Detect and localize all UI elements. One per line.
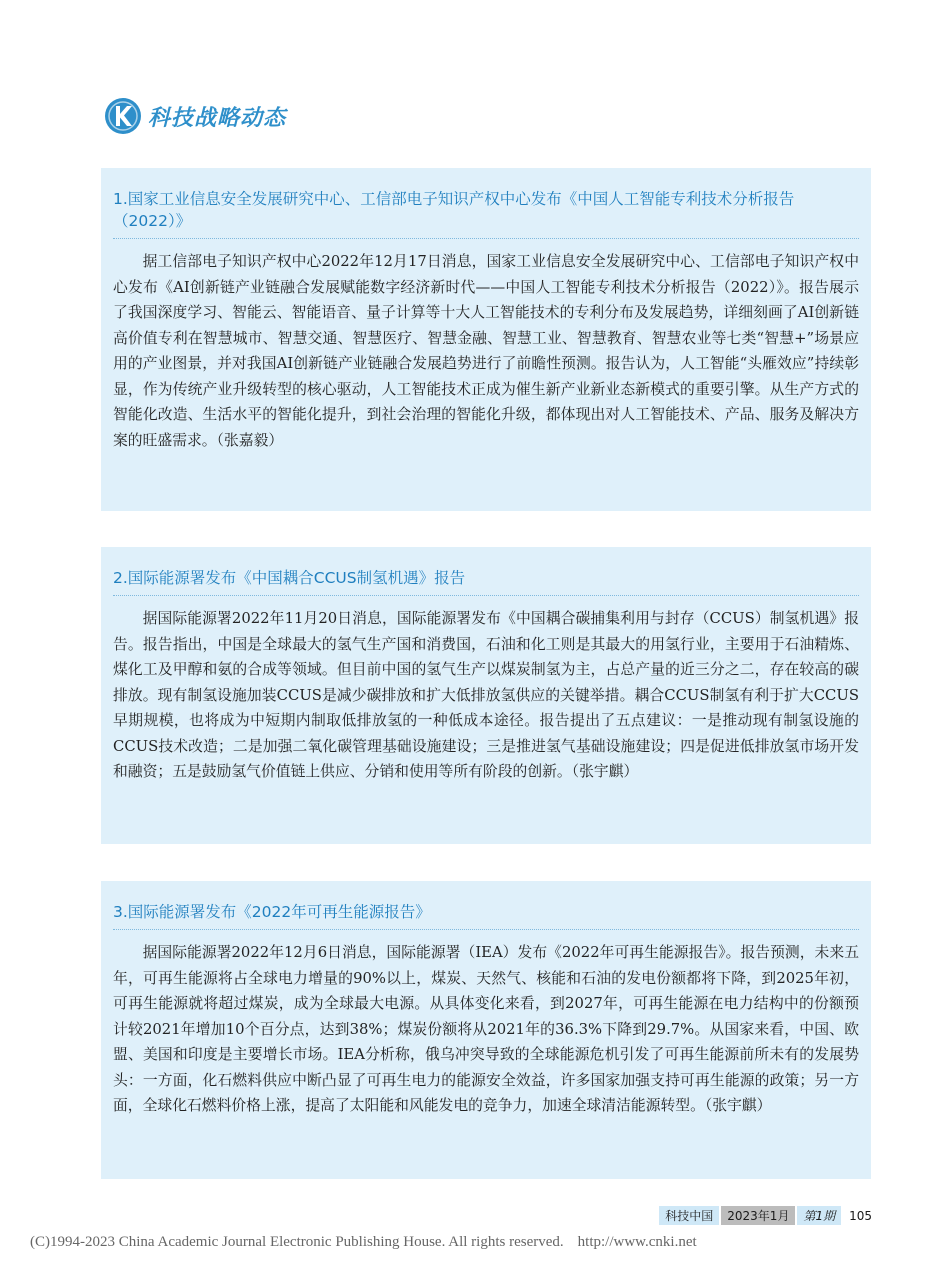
article-title: 1.国家工业信息安全发展研究中心、工信部电子知识产权中心发布《中国人工智能专利技术分析报告（2022）》 <box>113 168 859 239</box>
section-title: 科技战略动态 <box>148 105 287 131</box>
journal-name: 科技中国 <box>659 1206 719 1225</box>
article-card <box>101 168 871 511</box>
section-header <box>104 96 286 136</box>
article-title: 3.国际能源署发布《2022年可再生能源报告》 <box>113 881 859 930</box>
article-card <box>101 547 871 844</box>
article-body: 据国际能源署2022年12月6日消息，国际能源署（IEA）发布《2022年可再生能源报告》。报告预测，未来五年，可再生能源将占全球电力增量的90%以上，煤炭、天然气、核能和石油的发电份额都将下降，到2025年初，可再生能源就将超过煤炭，成为全球最大电源。从具体变化来看，到2027年，可再生能源在电力结构中的份额预计较2021年增加10个百分点，达到38%；煤炭份额将从2021年的36.3%下降到29.7%。从国家来看，中国、欧盟、美国和印度是主要增长市场。IEA分析称，俄乌冲突导致的全球能源危机引发了可再生能源前所未有的发展势头：一方面，化石燃料供应中断凸显了可再生电力的能源安全效益，许多国家加强支持可再生能源的政策；另一方面，全球化石燃料价格上涨，提高了太阳能和风能发电的竞争力，加速全球清洁能源转型。（张宇麒） <box>113 944 859 1114</box>
k-circle-logo-icon <box>104 97 142 135</box>
issue-date: 2023年1月 <box>721 1206 795 1225</box>
article-body: 据国际能源署2022年11月20日消息，国际能源署发布《中国耦合碳捕集利用与封存（CCUS）制氢机遇》报告。报告指出，中国是全球最大的氢气生产国和消费国，石油和化工则是其最大的用氢行业，主要用于石油精炼、煤化工及甲醇和氨的合成等领域。但目前中国的氢气生产以煤炭制氢为主，占总产量的近三分之二，存在较高的碳排放。现有制氢设施加装CCUS是减少碳排放和扩大低排放氢供应的关键举措。耦合CCUS制氢有利于扩大CCUS早期规模，也将成为中短期内制取低排放氢的一种低成本途径。报告提出了五点建议：一是推动现有制氢设施的CCUS技术改造；二是加强二氧化碳管理基础设施建设；三是推进氢气基础设施建设；四是促进低排放氢市场开发和融资；五是鼓励氢气价值链上供应、分销和使用等所有阶段的创新。（张宇麒） <box>113 610 859 780</box>
copyright-notice <box>30 1234 697 1251</box>
page-footer <box>659 1206 872 1225</box>
issue-number: 第1期 <box>797 1206 841 1225</box>
article-body: 据工信部电子知识产权中心2022年12月17日消息，国家工业信息安全发展研究中心、工信部电子知识产权中心发布《AI创新链产业链融合发展赋能数字经济新时代——中国人工智能专利技术分析报告（2022）》。报告展示了我国深度学习、智能云、智能语音、量子计算等十大人工智能技术的专利分布及发展趋势，详细刻画了AI创新链高价值专利在智慧城市、智慧交通、智慧医疗、智慧金融、智慧工业、智慧教育、智慧农业等七类“智慧+”场景应用的产业图景，并对我国AI创新链产业链融合发展趋势进行了前瞻性预测。报告认为，人工智能“头雁效应”持续彰显，作为传统产业升级转型的核心驱动，人工智能技术正成为催生新产业新业态新模式的重要引擎。从生产方式的智能化改造、生活水平的智能化提升，到社会治理的智能化升级，都体现出对人工智能技术、产品、服务及解决方案的旺盛需求。（张嘉毅） <box>113 253 859 449</box>
page-number: 105 <box>849 1208 872 1223</box>
copyright-text: (C)1994-2023 China Academic Journal Electronic Publishing House. All rights reserved. <box>30 1234 564 1250</box>
article-title: 2.国际能源署发布《中国耦合CCUS制氢机遇》报告 <box>113 547 859 596</box>
article-card <box>101 881 871 1179</box>
copyright-url: http://www.cnki.net <box>577 1234 697 1250</box>
